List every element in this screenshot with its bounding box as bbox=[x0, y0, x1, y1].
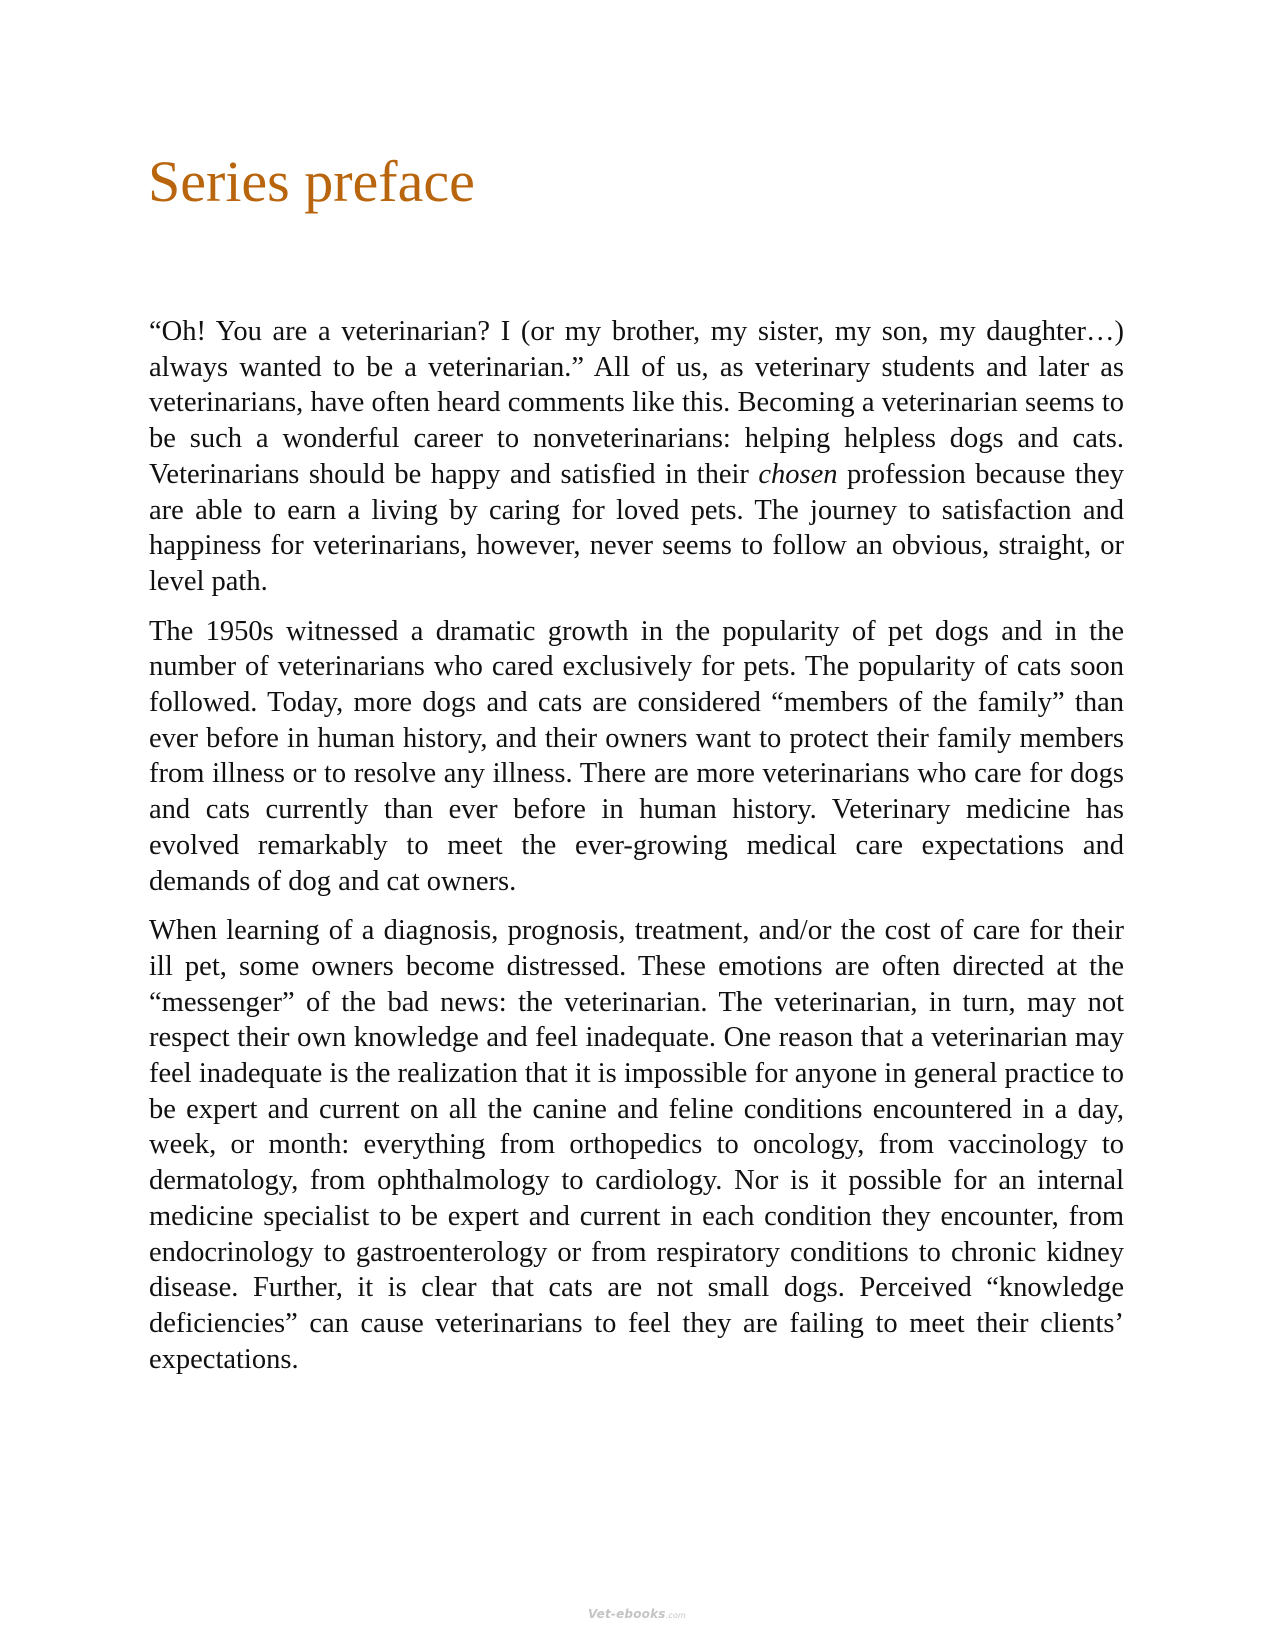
paragraph-3: When learning of a diagnosis, prognosis, treatment, and/or the cost of care for their ill pet, some owners become distressed. These emotions are often directed at the “messenger” of the bad news: the veterinarian. The veterinarian, in turn, may not respect their own knowledge and feel inadequate. One reason that a veterinarian may feel inadequate is the realization that it is impossible for anyone in general practice to be expert and current on all the canine and feline conditions encountered in a day, week, or month: everything from orthopedics to oncology, from vaccinology to dermatology, from ophthalmology to cardiology. Nor is it possible for an internal medicine specialist to be expert and current in each condition they encounter, from endocrinology to gastroenterology or from respiratory conditions to chronic kidney disease. Further, it is clear that cats are not small dogs. Perceived “knowledge deficiencies” can cause veterinarians to feel they are failing to meet their clients’ expectations. bbox=[149, 915, 1124, 1375]
watermark-name: Vet-ebooks bbox=[588, 1607, 666, 1621]
paragraph-2: The 1950s witnessed a dramatic growth in the popularity of pet dogs and in the number of veterinarians who cared exclusively for pets. The popularity of cats soon followed. Today, more dogs and cats are considered “members of the family” than ever before in human history, and their owners want to protect their family members from illness or to resolve any illness. There are more veterinarians who care for dogs and cats currently than ever before in human history. Veterinary medicine has evolved remarkably to meet the ever-growing medical care expectations and demands of dog and cat owners. bbox=[149, 615, 1124, 897]
page-title: Series preface bbox=[148, 149, 475, 214]
watermark-domain: .com bbox=[665, 1611, 687, 1620]
paragraph-1 bbox=[149, 314, 1124, 600]
body-text bbox=[149, 314, 1124, 1391]
paragraph-1-text-end: profession because they are able to earn a living by caring for loved pets. The journey to satisfaction and happiness for veterinarians, however, never seems to follow an obvious, straight, or level path. bbox=[149, 458, 1124, 597]
paragraph-1-italic-word: chosen bbox=[758, 458, 838, 490]
paragraph-1-text-start: “Oh! You are a veterinarian? I (or my brother, my sister, my son, my daughter…) always wanted to be a veterinarian.” All of us, as veterinary students and later as veterinarians, have often heard comments like this. Becoming a veterinarian seems to be such a wonderful career to nonveterinarians: helping helpless dogs and cats. Veterinarians should be happy and satisfied in their bbox=[149, 316, 1124, 490]
watermark-logo bbox=[588, 1607, 686, 1621]
